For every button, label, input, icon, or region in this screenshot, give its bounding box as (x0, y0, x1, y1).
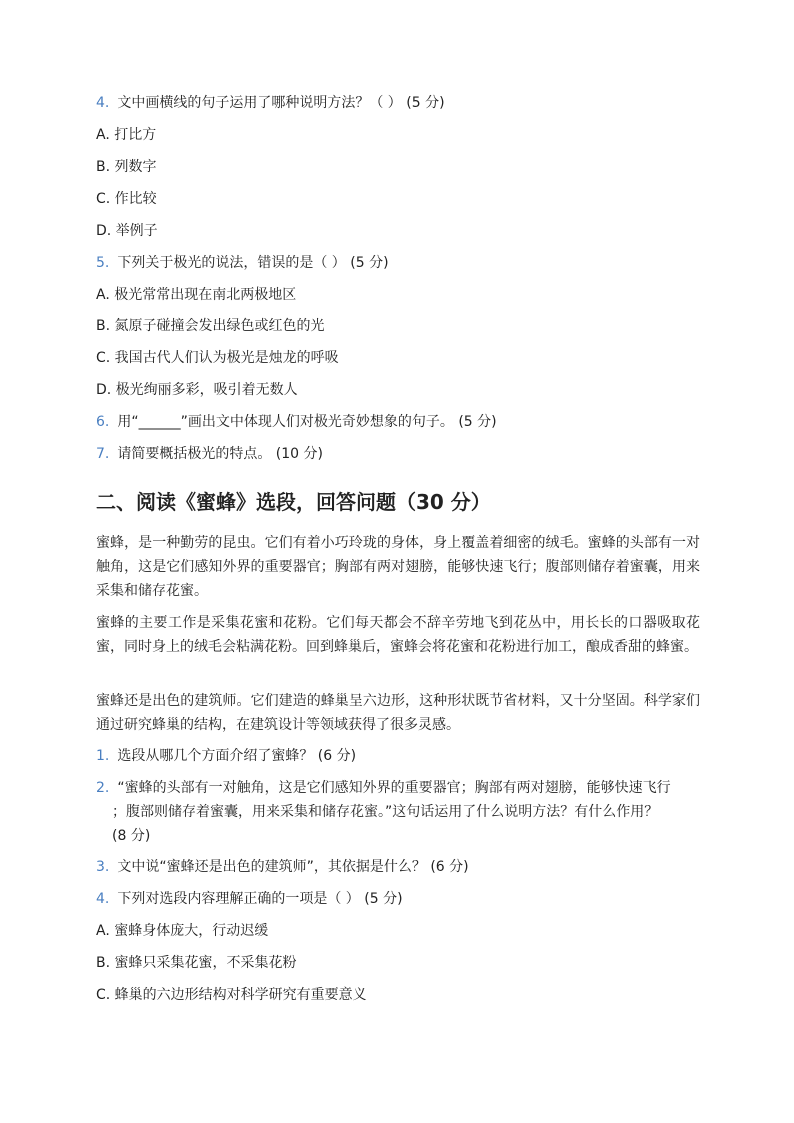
option-c: C. 我国古代人们认为极光是烛龙的呼吸 (96, 350, 339, 366)
question-number: 2. (96, 780, 110, 796)
passage-paragraph: 蜜蜂，是一种勤劳的昆虫。它们有着小巧玲珑的身体，身上覆盖着细密的绒毛。蜜蜂的头部有一对触角，这是它们感知外界的重要器官；胸部有两对翅膀，能够快速飞行；腹部则储存着蜜囊，用来采集和储存花蜜。 (96, 535, 700, 599)
question-score: (8 分) (112, 828, 151, 844)
option-d: D. 举例子 (96, 223, 158, 239)
question-number: 1. (96, 748, 110, 764)
question-2 (96, 776, 700, 848)
question-text: 下列对选段内容理解正确的一项是（ ） (5 分) (117, 891, 403, 907)
passage-paragraph: 蜜蜂还是出色的建筑师。它们建造的蜂巢呈六边形，这种形状既节省材料，又十分坚固。科学家们通过研究蜂巢的结构，在建筑设计等领域获得了很多灵感。 (96, 693, 700, 733)
option-d: D. 极光绚丽多彩，吸引着无数人 (96, 382, 298, 398)
section-heading: 二、阅读《蜜蜂》选段，回答问题（30 分） (96, 490, 491, 514)
question-text: 文中画横线的句子运用了哪种说明方法？（ ） (5 分) (117, 95, 445, 111)
question-number: 3. (96, 859, 110, 875)
option-b: B. 蜜蜂只采集花蜜，不采集花粉 (96, 955, 297, 971)
question-3 (96, 857, 469, 877)
question-1 (96, 746, 356, 766)
question-text: 选段从哪几个方面介绍了蜜蜂？ (6 分) (117, 748, 357, 764)
question-7 (96, 444, 323, 464)
option-b: B. 列数字 (96, 159, 157, 175)
question-text: 请简要概括极光的特点。 (10 分) (117, 446, 323, 462)
question-text: 用“______”画出文中体现人们对极光奇妙想象的句子。 (5 分) (117, 414, 497, 430)
option-a: A. 极光常常出现在南北两极地区 (96, 287, 297, 303)
option-a: A. 打比方 (96, 127, 157, 143)
question-4 (96, 889, 403, 909)
option-c: C. 作比较 (96, 191, 157, 207)
question-5 (96, 253, 389, 273)
option-b: B. 氮原子碰撞会发出绿色或红色的光 (96, 318, 325, 334)
question-text: 下列关于极光的说法，错误的是（ ） (5 分) (117, 255, 389, 271)
question-text-line: “蜜蜂的头部有一对触角，这是它们感知外界的重要器官；胸部有两对翅膀，能够快速飞行 (117, 780, 671, 796)
passage-paragraph: 蜜蜂的主要工作是采集花蜜和花粉。它们每天都会不辞辛劳地飞到花丛中，用长长的口器吸取花蜜，同时身上的绒毛会粘满花粉。回到蜂巢后，蜜蜂会将花蜜和花粉进行加工，酿成香甜的蜂蜜。 (96, 615, 700, 655)
option-c: C. 蜂巢的六边形结构对科学研究有重要意义 (96, 987, 367, 1003)
question-number: 6. (96, 414, 110, 430)
question-text-line: ；腹部则储存着蜜囊，用来采集和储存花蜜。”这句话运用了什么说明方法？有什么作用？ (112, 804, 659, 820)
question-text: 文中说“蜜蜂还是出色的建筑师”，其依据是什么？ (6 分) (117, 859, 469, 875)
option-a: A. 蜜蜂身体庞大，行动迟缓 (96, 923, 269, 939)
question-number: 7. (96, 446, 110, 462)
question-number: 4. (96, 891, 110, 907)
question-4 (96, 93, 445, 113)
question-6 (96, 412, 497, 432)
question-number: 4. (96, 95, 110, 111)
question-number: 5. (96, 255, 110, 271)
